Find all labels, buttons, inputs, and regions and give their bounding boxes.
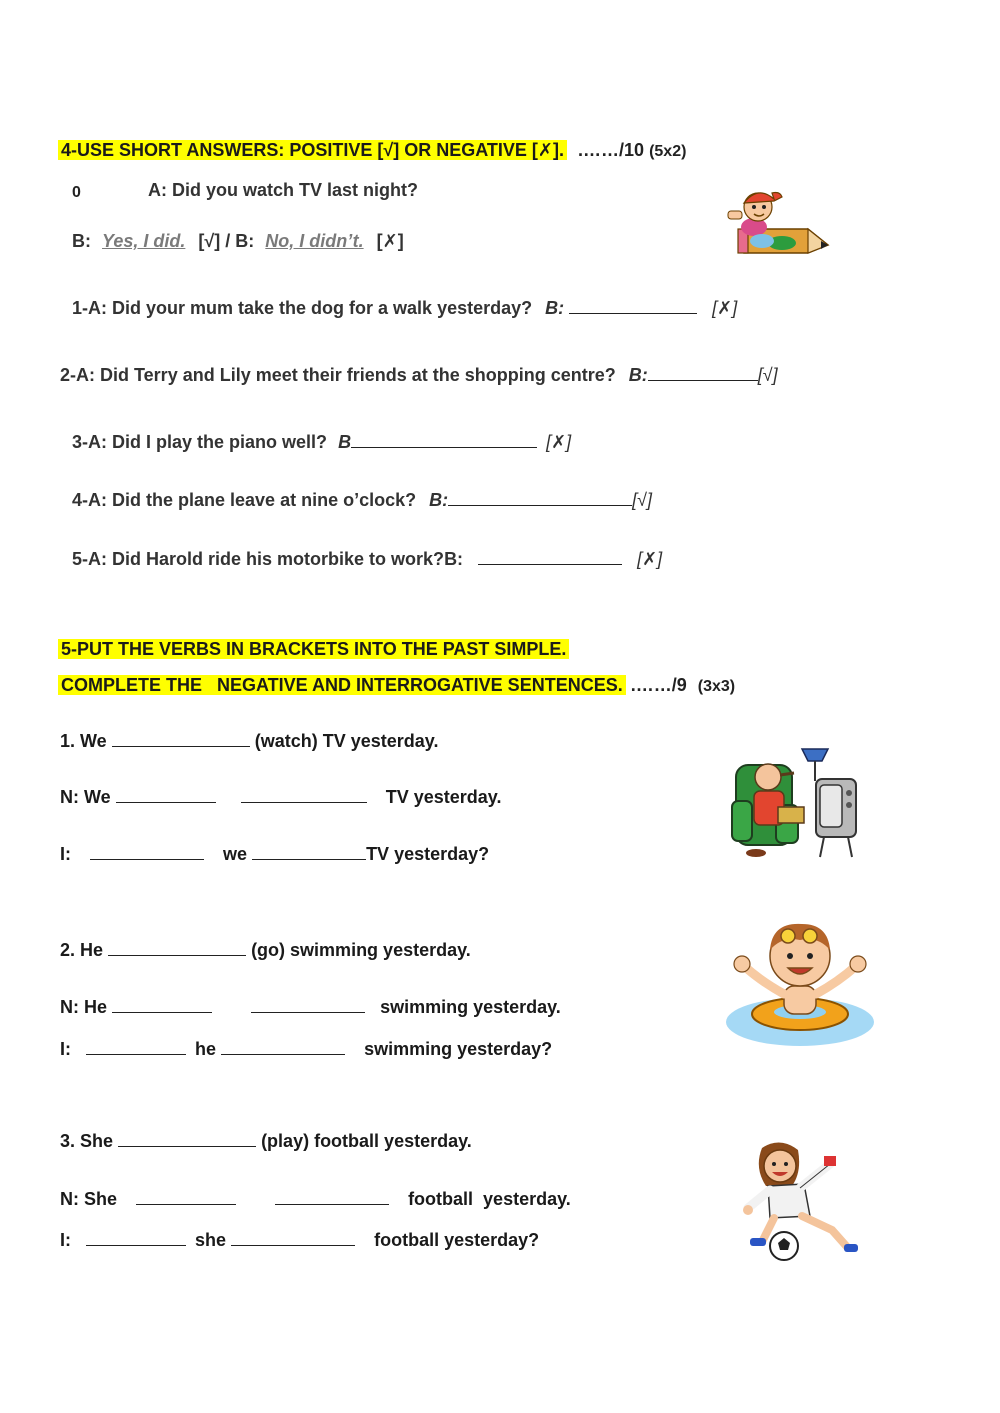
answer-blank[interactable] [231, 1229, 355, 1246]
answer-label: B [338, 432, 352, 452]
question-row [72, 297, 737, 319]
question-text: Did the plane leave at nine o’clock? [112, 490, 417, 510]
example-a-label: A: [148, 180, 167, 200]
answer-label: B: [545, 298, 565, 318]
section4-score: .……/10 [578, 140, 645, 160]
answer-blank[interactable] [90, 843, 204, 860]
answer-mark: [✗] [712, 298, 738, 318]
example-number: 0 [72, 184, 81, 201]
exercise-negative [60, 1188, 571, 1210]
sentence-start: N: She [60, 1189, 118, 1209]
answer-blank[interactable] [251, 996, 365, 1013]
example-positive-answer: Yes, I did. [102, 231, 186, 251]
sentence-end: football yesterday. [408, 1189, 571, 1209]
answer-blank[interactable] [86, 1038, 186, 1055]
exercise-interrogative [60, 1229, 539, 1251]
question-text: Did I play the piano well? [112, 432, 328, 452]
answer-mark: [✗] [637, 549, 663, 569]
answer-blank[interactable] [118, 1130, 256, 1147]
answer-blank[interactable] [86, 1229, 186, 1246]
sentence-end: TV yesterday? [366, 844, 490, 864]
answer-blank[interactable] [136, 1188, 236, 1205]
exercise-interrogative [60, 843, 489, 865]
example-negative-answer: No, I didn’t. [265, 231, 364, 251]
sentence-start: I: [60, 1039, 71, 1059]
section4-header [58, 140, 686, 161]
question-label: 2-A: [60, 365, 95, 385]
answer-blank[interactable] [116, 786, 216, 803]
exercise-interrogative [60, 1038, 552, 1060]
sentence-end: (watch) TV yesterday. [254, 731, 439, 751]
sentence-start: I: [60, 1230, 71, 1250]
answer-blank[interactable] [569, 297, 697, 314]
sentence-start: I: [60, 844, 71, 864]
sentence-end: (go) swimming yesterday. [251, 940, 471, 960]
answer-blank[interactable] [448, 489, 632, 506]
answer-blank[interactable] [108, 939, 246, 956]
section5-header-line1 [58, 639, 569, 660]
section5-score: .……/9 [630, 675, 687, 695]
sentence-end: swimming yesterday. [380, 997, 561, 1017]
question-text: Did Harold ride his motorbike to work? [112, 549, 445, 569]
answer-blank[interactable] [252, 843, 366, 860]
answer-blank[interactable] [648, 364, 758, 381]
answer-blank[interactable] [241, 786, 367, 803]
question-row [60, 364, 778, 386]
question-text: Did Terry and Lily meet their friends at the shopping centre? [100, 365, 616, 385]
example-separator: / B: [225, 231, 255, 251]
section5-header-line2 [58, 675, 735, 696]
section5-title-line1: 5-PUT THE VERBS IN BRACKETS INTO THE PAST SIMPLE. [58, 639, 569, 659]
sentence-start: 1. We [60, 731, 107, 751]
tv-watching-illustration [728, 745, 863, 863]
section4-points: (5x2) [649, 143, 687, 160]
answer-blank[interactable] [351, 431, 537, 448]
answer-blank[interactable] [478, 548, 622, 565]
sentence-start: N: He [60, 997, 108, 1017]
sentence-mid: we [223, 844, 248, 864]
sentence-end: TV yesterday. [385, 787, 502, 807]
section5-points: (3x3) [697, 678, 736, 695]
question-row [72, 489, 652, 511]
exercise-negative [60, 786, 501, 808]
question-label: 1-A: [72, 298, 107, 318]
sentence-end: football yesterday? [374, 1230, 540, 1250]
section5-title-line2: COMPLETE THE NEGATIVE AND INTERROGATIVE SENTENCES. [58, 675, 626, 695]
question-label: 3-A: [72, 432, 107, 452]
sentence-mid: he [195, 1039, 217, 1059]
answer-mark: [√] [632, 490, 653, 510]
answer-blank[interactable] [221, 1038, 345, 1055]
exercise-affirmative [60, 730, 438, 752]
question-row [72, 431, 571, 453]
section4-title: 4-USE SHORT ANSWERS: POSITIVE [√] OR NEGATIVE [✗]. [58, 140, 567, 160]
answer-label: B: [429, 490, 449, 510]
sentence-start: N: We [60, 787, 111, 807]
sentence-start: 3. She [60, 1131, 114, 1151]
exercise-negative [60, 996, 561, 1018]
answer-blank[interactable] [275, 1188, 389, 1205]
exercise-affirmative [60, 1130, 472, 1152]
example-negative-mark: [✗] [376, 231, 404, 251]
answer-mark: [√] [757, 365, 778, 385]
swimming-boy-illustration [722, 910, 877, 1050]
question-label: 4-A: [72, 490, 107, 510]
sentence-end: (play) football yesterday. [261, 1131, 472, 1151]
sentence-end: swimming yesterday? [364, 1039, 553, 1059]
example-answer [72, 231, 404, 252]
example-positive-mark: [√] [198, 231, 221, 251]
example-question-text: Did you watch TV last night? [172, 180, 419, 200]
answer-blank[interactable] [112, 996, 212, 1013]
example-b-label: B: [72, 231, 91, 251]
question-row [72, 548, 662, 570]
football-girl-illustration [740, 1138, 860, 1264]
sentence-start: 2. He [60, 940, 104, 960]
question-text: Did your mum take the dog for a walk yesterday? [112, 298, 533, 318]
answer-mark: [✗] [546, 432, 572, 452]
exercise-affirmative [60, 939, 471, 961]
answer-label: B: [444, 549, 464, 569]
pencil-boy-illustration [724, 183, 832, 255]
sentence-mid: she [195, 1230, 227, 1250]
question-label: 5-A: [72, 549, 107, 569]
example-question [148, 180, 418, 201]
answer-label: B: [628, 365, 648, 385]
answer-blank[interactable] [112, 730, 250, 747]
